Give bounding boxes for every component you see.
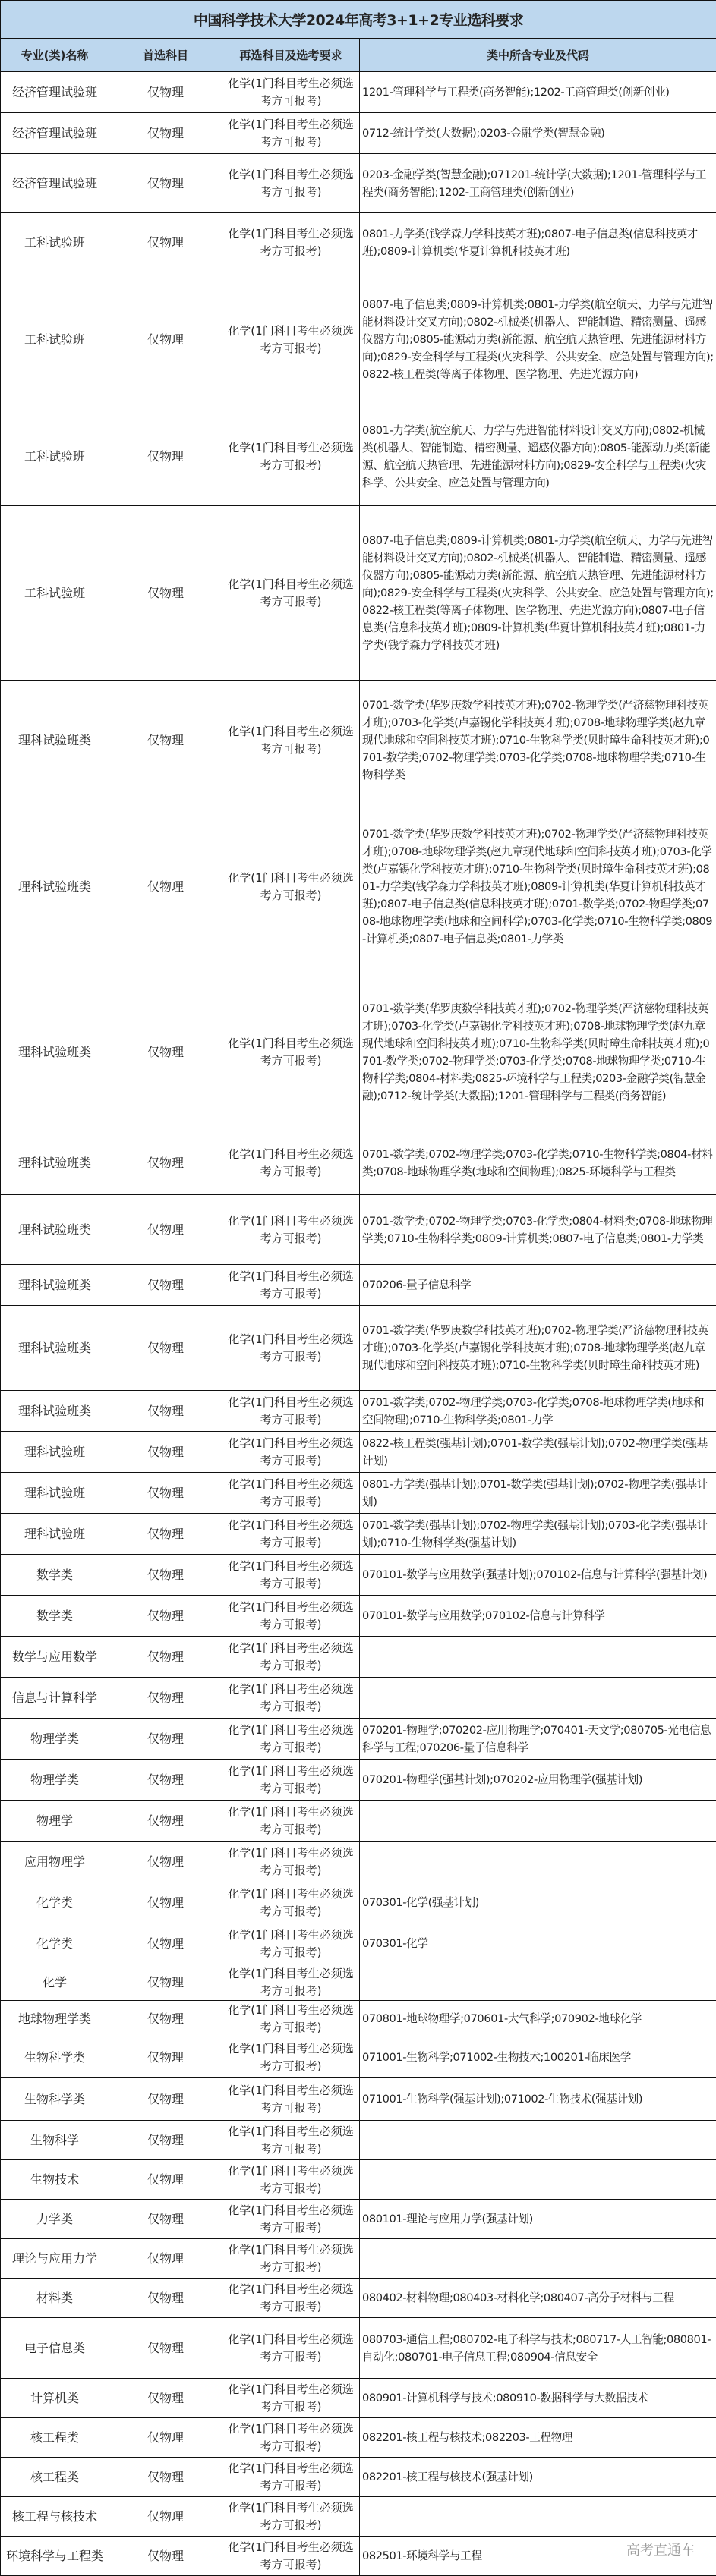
included-majors-cell: 070101-数学与应用数学;070102-信息与计算科学 xyxy=(360,1596,716,1637)
included-majors-cell: 0701-数学类;0702-物理学类;0703-化学类;0710-生物科学类;0804-材料类;0708-地球物理学类(地球和空间物理);0825-环境科学与工程类 xyxy=(360,1131,716,1195)
first-subject-cell: 仅物理 xyxy=(109,2078,222,2121)
table-row xyxy=(1,1432,716,1473)
second-subject-cell: 化学(1门科目考生必须选考方可报考) xyxy=(222,72,360,113)
second-subject-cell: 化学(1门科目考生必须选考方可报考) xyxy=(222,1923,360,1964)
first-subject-cell: 仅物理 xyxy=(109,1801,222,1842)
major-name-cell: 理科试验班 xyxy=(1,1473,109,1514)
second-subject-cell: 化学(1门科目考生必须选考方可报考) xyxy=(222,2160,360,2200)
included-majors-cell xyxy=(360,2121,716,2160)
second-subject-cell: 化学(1门科目考生必须选考方可报考) xyxy=(222,973,360,1131)
included-majors-cell: 082201-核工程与核技术(强基计划) xyxy=(360,2458,716,2497)
second-subject-cell: 化学(1门科目考生必须选考方可报考) xyxy=(222,1760,360,1801)
first-subject-cell: 仅物理 xyxy=(109,1432,222,1473)
table-row xyxy=(1,2497,716,2537)
included-majors-cell: 080901-计算机科学与技术;080910-数据科学与大数据技术 xyxy=(360,2379,716,2418)
second-subject-cell: 化学(1门科目考生必须选考方可报考) xyxy=(222,681,360,800)
first-subject-cell: 仅物理 xyxy=(109,1391,222,1432)
included-majors-cell xyxy=(360,1801,716,1842)
table-body xyxy=(1,72,716,2576)
major-name-cell: 地球物理学类 xyxy=(1,2001,109,2037)
first-subject-cell: 仅物理 xyxy=(109,2121,222,2160)
major-name-cell: 理科试验班类 xyxy=(1,1265,109,1306)
major-name-cell: 工科试验班 xyxy=(1,213,109,272)
included-majors-cell: 082201-核工程与核技术;082203-工程物理 xyxy=(360,2418,716,2458)
major-name-cell: 物理学类 xyxy=(1,1719,109,1760)
first-subject-cell: 仅物理 xyxy=(109,2497,222,2537)
included-majors-cell: 080402-材料物理;080403-材料化学;080407-高分子材料与工程 xyxy=(360,2279,716,2318)
header-second-subject: 再选科目及选考要求 xyxy=(222,39,360,72)
table-row xyxy=(1,2279,716,2318)
major-name-cell: 电子信息类 xyxy=(1,2318,109,2379)
major-name-cell: 生物科学类 xyxy=(1,2037,109,2078)
first-subject-cell: 仅物理 xyxy=(109,1596,222,1637)
major-name-cell: 材料类 xyxy=(1,2279,109,2318)
included-majors-cell xyxy=(360,2239,716,2279)
second-subject-cell: 化学(1门科目考生必须选考方可报考) xyxy=(222,2279,360,2318)
watermark: 高考直通车 xyxy=(626,2543,695,2559)
second-subject-cell: 化学(1门科目考生必须选考方可报考) xyxy=(222,2078,360,2121)
second-subject-cell: 化学(1门科目考生必须选考方可报考) xyxy=(222,2121,360,2160)
table-row xyxy=(1,1678,716,1719)
table-row xyxy=(1,1801,716,1842)
header-first-subject: 首选科目 xyxy=(109,39,222,72)
table-row xyxy=(1,2121,716,2160)
major-name-cell: 核工程类 xyxy=(1,2458,109,2497)
included-majors-cell: 0801-力学类(强基计划);0701-数学类(强基计划);0702-物理学类(强基计划) xyxy=(360,1473,716,1514)
major-name-cell: 核工程类 xyxy=(1,2418,109,2458)
second-subject-cell: 化学(1门科目考生必须选考方可报考) xyxy=(222,2418,360,2458)
major-name-cell: 理科试验班类 xyxy=(1,1306,109,1391)
second-subject-cell: 化学(1门科目考生必须选考方可报考) xyxy=(222,2497,360,2537)
first-subject-cell: 仅物理 xyxy=(109,1923,222,1964)
second-subject-cell: 化学(1门科目考生必须选考方可报考) xyxy=(222,1306,360,1391)
second-subject-cell: 化学(1门科目考生必须选考方可报考) xyxy=(222,1473,360,1514)
included-majors-cell: 0801-力学类(钱学森力学科技英才班);0807-电子信息类(信息科技英才班);0809-计算机类(华夏计算机科技英才班) xyxy=(360,213,716,272)
second-subject-cell: 化学(1门科目考生必须选考方可报考) xyxy=(222,2037,360,2078)
first-subject-cell: 仅物理 xyxy=(109,2200,222,2239)
second-subject-cell: 化学(1门科目考生必须选考方可报考) xyxy=(222,1964,360,2001)
included-majors-cell: 0801-力学类(航空航天、力学与先进智能材料设计交叉方向);0802-机械类(机器人、智能制造、精密测量、遥感仪器方向);0805-能源动力类(新能源、航空航天热管理、先进能源材料方向);0829-安全科学与工程类(火灾科学、公共安全、应急处置与管理方向) xyxy=(360,407,716,506)
included-majors-cell xyxy=(360,2497,716,2537)
second-subject-cell: 化学(1门科目考生必须选考方可报考) xyxy=(222,506,360,681)
table-row xyxy=(1,2458,716,2497)
included-majors-cell: 070301-化学(强基计划) xyxy=(360,1882,716,1923)
first-subject-cell: 仅物理 xyxy=(109,2279,222,2318)
second-subject-cell: 化学(1门科目考生必须选考方可报考) xyxy=(222,2379,360,2418)
second-subject-cell: 化学(1门科目考生必须选考方可报考) xyxy=(222,272,360,407)
included-majors-cell: 0807-电子信息类;0809-计算机类;0801-力学类(航空航天、力学与先进智能材料设计交叉方向);0802-机械类(机器人、智能制造、精密测量、遥感仪器方向);0805-能源动力类(新能源、航空航天热管理、先进能源材料方向);0829-安全科学与工程类(火灾科学、公共安全、应急处置与管理方向);0822-核工程类(等离子体物理、医学物理、先进光源方向) xyxy=(360,272,716,407)
second-subject-cell: 化学(1门科目考生必须选考方可报考) xyxy=(222,2458,360,2497)
table-row xyxy=(1,272,716,407)
major-name-cell: 理科试验班类 xyxy=(1,1195,109,1265)
included-majors-cell: 070206-量子信息科学 xyxy=(360,1265,716,1306)
second-subject-cell: 化学(1门科目考生必须选考方可报考) xyxy=(222,2200,360,2239)
first-subject-cell: 仅物理 xyxy=(109,1473,222,1514)
major-name-cell: 工科试验班 xyxy=(1,272,109,407)
included-majors-cell: 070201-物理学(强基计划);070202-应用物理学(强基计划) xyxy=(360,1760,716,1801)
second-subject-cell: 化学(1门科目考生必须选考方可报考) xyxy=(222,1678,360,1719)
included-majors-cell: 1201-管理科学与工程类(商务智能);1202-工商管理类(创新创业) xyxy=(360,72,716,113)
header-row xyxy=(1,39,716,72)
table-title: 中国科学技术大学2024年高考3+1+2专业选科要求 xyxy=(1,1,716,39)
table-row xyxy=(1,1923,716,1964)
second-subject-cell: 化学(1门科目考生必须选考方可报考) xyxy=(222,1637,360,1678)
first-subject-cell: 仅物理 xyxy=(109,2418,222,2458)
second-subject-cell: 化学(1门科目考生必须选考方可报考) xyxy=(222,1882,360,1923)
included-majors-cell: 080101-理论与应用力学(强基计划) xyxy=(360,2200,716,2239)
included-majors-cell: 070801-地球物理学;070601-大气科学;070902-地球化学 xyxy=(360,2001,716,2037)
table-row xyxy=(1,2239,716,2279)
second-subject-cell: 化学(1门科目考生必须选考方可报考) xyxy=(222,2001,360,2037)
included-majors-cell: 0701-数学类(华罗庚数学科技英才班);0702-物理学类(严济慈物理科技英才班);0703-化学类(卢嘉锡化学科技英才班);0708-地球物理学类(赵九章现代地球和空间科技英才班);0710-生物科学类(贝时璋生命科技英才班);0701-数学类;0702-物理学类;0703-化学类;0708-地球物理学类;0710-生物科学类;0804-材料类;0825-环境科学与工程类;0203-金融学类(智慧金融);0712-统计学类(大数据);1201-管理科学与工程类(商务智能) xyxy=(360,973,716,1131)
table-row xyxy=(1,1131,716,1195)
second-subject-cell: 化学(1门科目考生必须选考方可报考) xyxy=(222,2239,360,2279)
included-majors-cell: 070201-物理学;070202-应用物理学;070401-天文学;080705-光电信息科学与工程;070206-量子信息科学 xyxy=(360,1719,716,1760)
second-subject-cell: 化学(1门科目考生必须选考方可报考) xyxy=(222,1391,360,1432)
table-row xyxy=(1,154,716,213)
table-row xyxy=(1,1882,716,1923)
table-row xyxy=(1,506,716,681)
table-row xyxy=(1,1637,716,1678)
first-subject-cell: 仅物理 xyxy=(109,2239,222,2279)
table-row xyxy=(1,1391,716,1432)
table-row xyxy=(1,1306,716,1391)
included-majors-cell xyxy=(360,2160,716,2200)
table-row xyxy=(1,2200,716,2239)
major-name-cell: 工科试验班 xyxy=(1,407,109,506)
included-majors-cell: 070301-化学 xyxy=(360,1923,716,1964)
table-row xyxy=(1,1760,716,1801)
second-subject-cell: 化学(1门科目考生必须选考方可报考) xyxy=(222,213,360,272)
table-row xyxy=(1,2037,716,2078)
first-subject-cell: 仅物理 xyxy=(109,1555,222,1596)
second-subject-cell: 化学(1门科目考生必须选考方可报考) xyxy=(222,1131,360,1195)
first-subject-cell: 仅物理 xyxy=(109,1306,222,1391)
first-subject-cell: 仅物理 xyxy=(109,2001,222,2037)
first-subject-cell: 仅物理 xyxy=(109,113,222,154)
header-included-majors: 类中所含专业及代码 xyxy=(360,39,716,72)
major-name-cell: 化学类 xyxy=(1,1882,109,1923)
second-subject-cell: 化学(1门科目考生必须选考方可报考) xyxy=(222,1514,360,1555)
first-subject-cell: 仅物理 xyxy=(109,1195,222,1265)
first-subject-cell: 仅物理 xyxy=(109,2458,222,2497)
included-majors-cell: 071001-生物科学;071002-生物技术;100201-临床医学 xyxy=(360,2037,716,2078)
table-row xyxy=(1,800,716,973)
table-row xyxy=(1,2318,716,2379)
second-subject-cell: 化学(1门科目考生必须选考方可报考) xyxy=(222,1432,360,1473)
included-majors-cell: 071001-生物科学(强基计划);071002-生物技术(强基计划) xyxy=(360,2078,716,2121)
major-name-cell: 数学类 xyxy=(1,1596,109,1637)
major-name-cell: 计算机类 xyxy=(1,2379,109,2418)
table-row xyxy=(1,1842,716,1882)
major-name-cell: 理科试验班类 xyxy=(1,1131,109,1195)
major-name-cell: 生物技术 xyxy=(1,2160,109,2200)
first-subject-cell: 仅物理 xyxy=(109,2379,222,2418)
second-subject-cell: 化学(1门科目考生必须选考方可报考) xyxy=(222,2318,360,2379)
major-name-cell: 生物科学 xyxy=(1,2121,109,2160)
header-major-name: 专业(类)名称 xyxy=(1,39,109,72)
major-name-cell: 化学 xyxy=(1,1964,109,2001)
major-name-cell: 经济管理试验班 xyxy=(1,72,109,113)
table-row xyxy=(1,1473,716,1514)
table-row xyxy=(1,1719,716,1760)
included-majors-cell: 082501-环境科学与工程 xyxy=(360,2537,716,2576)
major-name-cell: 物理学类 xyxy=(1,1760,109,1801)
table-row xyxy=(1,973,716,1131)
included-majors-cell: 070101-数学与应用数学(强基计划);070102-信息与计算科学(强基计划) xyxy=(360,1555,716,1596)
table-row xyxy=(1,2418,716,2458)
included-majors-cell: 0807-电子信息类;0809-计算机类;0801-力学类(航空航天、力学与先进智能材料设计交叉方向);0802-机械类(机器人、智能制造、精密测量、遥感仪器方向);0805-能源动力类(新能源、航空航天热管理、先进能源材料方向);0829-安全科学与工程类(火灾科学、公共安全、应急处置与管理方向);0822-核工程类(等离子体物理、医学物理、先进光源方向);0807-电子信息类(信息科技英才班);0809-计算机类(华夏计算机科技英才班);0801-力学类(钱学森力学科技英才班) xyxy=(360,506,716,681)
table-row xyxy=(1,113,716,154)
first-subject-cell: 仅物理 xyxy=(109,1637,222,1678)
table-row xyxy=(1,2078,716,2121)
first-subject-cell: 仅物理 xyxy=(109,72,222,113)
major-name-cell: 理科试验班类 xyxy=(1,1391,109,1432)
included-majors-cell: 0701-数学类(华罗庚数学科技英才班);0702-物理学类(严济慈物理科技英才班);0703-化学类(卢嘉锡化学科技英才班);0708-地球物理学类(赵九章现代地球和空间科技英才班);0710-生物科学类(贝时璋生命科技英才班) xyxy=(360,1306,716,1391)
major-name-cell: 理科试验班 xyxy=(1,1432,109,1473)
major-name-cell: 环境科学与工程类 xyxy=(1,2537,109,2576)
table-row xyxy=(1,1964,716,2001)
first-subject-cell: 仅物理 xyxy=(109,2537,222,2576)
table-row xyxy=(1,2160,716,2200)
major-name-cell: 理科试验班类 xyxy=(1,681,109,800)
included-majors-cell xyxy=(360,1842,716,1882)
major-name-cell: 理科试验班 xyxy=(1,1514,109,1555)
second-subject-cell: 化学(1门科目考生必须选考方可报考) xyxy=(222,1719,360,1760)
major-name-cell: 理论与应用力学 xyxy=(1,2239,109,2279)
table-row xyxy=(1,1195,716,1265)
included-majors-cell xyxy=(360,1678,716,1719)
first-subject-cell: 仅物理 xyxy=(109,1719,222,1760)
major-name-cell: 理科试验班类 xyxy=(1,800,109,973)
first-subject-cell: 仅物理 xyxy=(109,2037,222,2078)
second-subject-cell: 化学(1门科目考生必须选考方可报考) xyxy=(222,154,360,213)
included-majors-cell xyxy=(360,1964,716,2001)
first-subject-cell: 仅物理 xyxy=(109,1131,222,1195)
second-subject-cell: 化学(1门科目考生必须选考方可报考) xyxy=(222,1265,360,1306)
major-name-cell: 核工程与核技术 xyxy=(1,2497,109,2537)
included-majors-cell: 0701-数学类(华罗庚数学科技英才班);0702-物理学类(严济慈物理科技英才班);0708-地球物理学类(赵九章现代地球和空间科技英才班);0703-化学类(卢嘉锡化学科技英才班);0710-生物科学类(贝时璋生命科技英才班);0801-力学类(钱学森力学科技英才班);0809-计算机类(华夏计算机科技英才班);0807-电子信息类(信息科技英才班);0701-数学类;0702-物理学类;0708-地球物理学类(地球和空间科学);0703-化学类;0710-生物科学类;0809-计算机类;0807-电子信息类;0801-力学类 xyxy=(360,800,716,973)
table-row xyxy=(1,2001,716,2037)
first-subject-cell: 仅物理 xyxy=(109,2160,222,2200)
table-row xyxy=(1,1596,716,1637)
second-subject-cell: 化学(1门科目考生必须选考方可报考) xyxy=(222,1842,360,1882)
major-name-cell: 工科试验班 xyxy=(1,506,109,681)
second-subject-cell: 化学(1门科目考生必须选考方可报考) xyxy=(222,1195,360,1265)
included-majors-cell: 0701-数学类(强基计划);0702-物理学类(强基计划);0703-化学类(强基计划);0710-生物科学类(强基计划) xyxy=(360,1514,716,1555)
major-name-cell: 理科试验班类 xyxy=(1,973,109,1131)
table-row xyxy=(1,2379,716,2418)
table-row xyxy=(1,213,716,272)
included-majors-cell: 080703-通信工程;080702-电子科学与技术;080717-人工智能;080801-自动化;080701-电子信息工程;080904-信息安全 xyxy=(360,2318,716,2379)
major-name-cell: 力学类 xyxy=(1,2200,109,2239)
second-subject-cell: 化学(1门科目考生必须选考方可报考) xyxy=(222,800,360,973)
first-subject-cell: 仅物理 xyxy=(109,681,222,800)
major-name-cell: 数学类 xyxy=(1,1555,109,1596)
table-row xyxy=(1,1265,716,1306)
table-row xyxy=(1,1514,716,1555)
table-row xyxy=(1,407,716,506)
first-subject-cell: 仅物理 xyxy=(109,800,222,973)
first-subject-cell: 仅物理 xyxy=(109,1760,222,1801)
first-subject-cell: 仅物理 xyxy=(109,1882,222,1923)
major-name-cell: 化学类 xyxy=(1,1923,109,1964)
table-row xyxy=(1,72,716,113)
major-name-cell: 物理学 xyxy=(1,1801,109,1842)
included-majors-cell xyxy=(360,1637,716,1678)
table-row xyxy=(1,2537,716,2576)
first-subject-cell: 仅物理 xyxy=(109,213,222,272)
second-subject-cell: 化学(1门科目考生必须选考方可报考) xyxy=(222,2537,360,2576)
second-subject-cell: 化学(1门科目考生必须选考方可报考) xyxy=(222,1555,360,1596)
first-subject-cell: 仅物理 xyxy=(109,1514,222,1555)
first-subject-cell: 仅物理 xyxy=(109,2318,222,2379)
first-subject-cell: 仅物理 xyxy=(109,154,222,213)
first-subject-cell: 仅物理 xyxy=(109,1964,222,2001)
first-subject-cell: 仅物理 xyxy=(109,272,222,407)
second-subject-cell: 化学(1门科目考生必须选考方可报考) xyxy=(222,1596,360,1637)
included-majors-cell: 0701-数学类(华罗庚数学科技英才班);0702-物理学类(严济慈物理科技英才班);0703-化学类(卢嘉锡化学科技英才班);0708-地球物理学类(赵九章现代地球和空间科技英才班);0710-生物科学类(贝时璋生命科技英才班);0701-数学类;0702-物理学类;0703-化学类;0708-地球物理学类;0710-生物科学类 xyxy=(360,681,716,800)
included-majors-cell: 0701-数学类;0702-物理学类;0703-化学类;0708-地球物理学类(地球和空间物理);0710-生物科学类;0801-力学 xyxy=(360,1391,716,1432)
title-row xyxy=(1,1,716,39)
second-subject-cell: 化学(1门科目考生必须选考方可报考) xyxy=(222,1801,360,1842)
included-majors-cell: 0701-数学类;0702-物理学类;0703-化学类;0804-材料类;0708-地球物理学类;0710-生物科学类;0809-计算机类;0807-电子信息类;0801-力学类 xyxy=(360,1195,716,1265)
table-row xyxy=(1,681,716,800)
first-subject-cell: 仅物理 xyxy=(109,973,222,1131)
first-subject-cell: 仅物理 xyxy=(109,506,222,681)
first-subject-cell: 仅物理 xyxy=(109,1678,222,1719)
included-majors-cell: 0822-核工程类(强基计划);0701-数学类(强基计划);0702-物理学类(强基计划) xyxy=(360,1432,716,1473)
first-subject-cell: 仅物理 xyxy=(109,407,222,506)
major-name-cell: 生物科学类 xyxy=(1,2078,109,2121)
major-name-cell: 数学与应用数学 xyxy=(1,1637,109,1678)
second-subject-cell: 化学(1门科目考生必须选考方可报考) xyxy=(222,113,360,154)
included-majors-cell: 0712-统计学类(大数据);0203-金融学类(智慧金融) xyxy=(360,113,716,154)
major-name-cell: 应用物理学 xyxy=(1,1842,109,1882)
first-subject-cell: 仅物理 xyxy=(109,1842,222,1882)
first-subject-cell: 仅物理 xyxy=(109,1265,222,1306)
included-majors-cell: 0203-金融学类(智慧金融);071201-统计学(大数据);1201-管理科学与工程类(商务智能);1202-工商管理类(创新创业) xyxy=(360,154,716,213)
major-name-cell: 经济管理试验班 xyxy=(1,113,109,154)
second-subject-cell: 化学(1门科目考生必须选考方可报考) xyxy=(222,407,360,506)
table-row xyxy=(1,1555,716,1596)
major-name-cell: 经济管理试验班 xyxy=(1,154,109,213)
major-name-cell: 信息与计算科学 xyxy=(1,1678,109,1719)
